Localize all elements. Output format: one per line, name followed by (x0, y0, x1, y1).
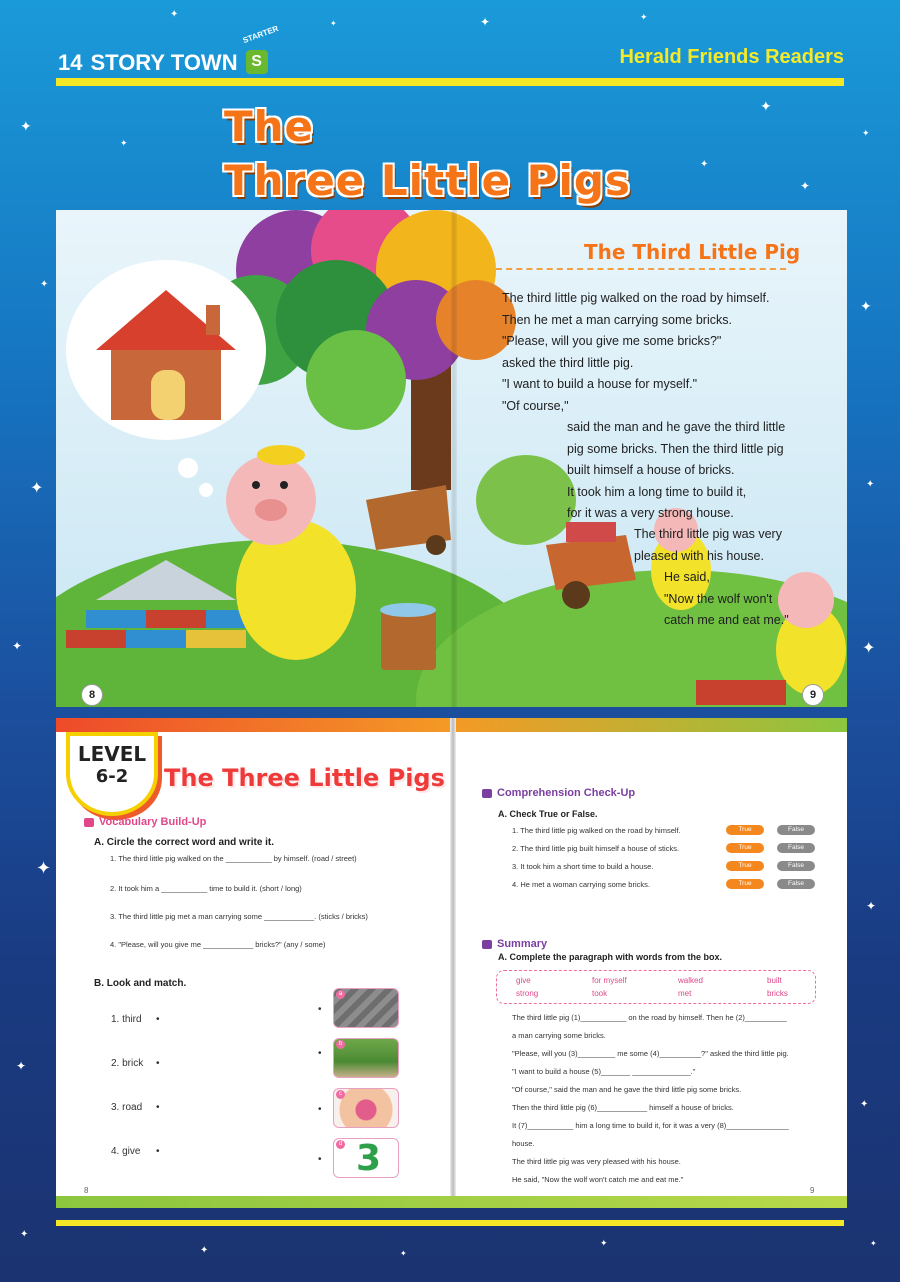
match-dot-left[interactable]: • (156, 1146, 160, 1157)
vocab-question-2: 2. It took him a ___________ time to build it. (short / long) (110, 884, 302, 893)
summary-line: The third little pig was very pleased with his house. (512, 1157, 681, 1166)
star-icon: ✦ (700, 159, 709, 170)
story-text-block-3 (634, 524, 782, 567)
true-button[interactable]: True (726, 861, 764, 871)
level-badge (66, 732, 158, 816)
true-button[interactable]: True (726, 879, 764, 889)
workbook-fold (450, 718, 456, 1208)
star-icon: ✦ (600, 1239, 608, 1249)
vocab-part-a: A. Circle the correct word and write it. (94, 837, 275, 848)
tf-question-1: 1. The third little pig walked on the road by himself. (512, 826, 681, 835)
workbook-top-band (454, 718, 847, 732)
header-page-number: 14 (58, 50, 83, 75)
false-button[interactable]: False (777, 825, 815, 835)
story-text-block-4 (664, 567, 789, 632)
star-icon: ✦ (36, 858, 52, 879)
star-icon: ✦ (480, 15, 491, 29)
bush-icon (476, 455, 576, 545)
true-button[interactable]: True (726, 825, 764, 835)
wheelbarrow-with-bricks-icon (546, 522, 636, 609)
word-box-word: strong (516, 989, 539, 998)
star-icon: ✦ (800, 179, 811, 193)
word-box-word: built (767, 976, 782, 985)
starter-logo (241, 23, 280, 76)
star-icon: ✦ (860, 299, 872, 315)
star-icon: ✦ (400, 1249, 407, 1258)
star-icon: ✦ (862, 129, 870, 139)
star-icon: ✦ (40, 279, 49, 290)
story-line: said the man and he gave the third little (567, 420, 786, 434)
brick-pile-icon (66, 560, 266, 648)
story-line: pleased with his house. (634, 548, 764, 563)
workbook-bottom-band (56, 1196, 847, 1208)
logo-letter: S (246, 50, 268, 74)
thought-bubble-house-icon (66, 260, 266, 497)
word-box-word: for myself (592, 976, 627, 985)
false-button[interactable]: False (777, 843, 815, 853)
bucket-icon (380, 603, 436, 670)
story-line: It took him a long time to build it, (567, 484, 747, 499)
book-icon (84, 818, 94, 827)
summary-part-a: A. Complete the paragraph with words from the box. (498, 952, 723, 962)
level-number: 6-2 (95, 766, 129, 787)
pig-character-icon (226, 445, 356, 660)
vocab-part-b: B. Look and match. (94, 978, 187, 989)
workbook-title: The Three Little Pigs (164, 764, 445, 792)
picture-label: b (336, 1040, 345, 1049)
story-line: He said, (664, 570, 710, 584)
tf-question-2: 2. The third little pig built himself a house of sticks. (512, 844, 680, 853)
match-item-3: 3. road (111, 1102, 143, 1113)
summary-line: The third little pig (1)___________ on the road by himself. Then he (2)__________ (512, 1013, 787, 1022)
false-button[interactable]: False (777, 861, 815, 871)
star-icon: ✦ (16, 1059, 27, 1073)
book-icon (482, 789, 492, 798)
star-icon: ✦ (870, 1239, 877, 1248)
match-dot-right[interactable]: • (318, 1004, 322, 1015)
star-icon: ✦ (866, 899, 877, 913)
story-line: The third little pig was very (634, 527, 782, 541)
page-fold (451, 210, 457, 707)
summary-line: a man carrying some bricks. (512, 1031, 606, 1040)
picture-label: d (336, 1140, 345, 1149)
match-dot-left[interactable]: • (156, 1058, 160, 1069)
star-icon: ✦ (20, 1229, 29, 1240)
footer-divider (56, 1220, 844, 1226)
logo-starter-text: STARTER (241, 23, 280, 46)
wheelbarrow-icon (366, 485, 451, 555)
star-icon: ✦ (330, 19, 337, 28)
story-line: The third little pig walked on the road by himself. (502, 291, 770, 305)
picture-label: a (336, 990, 345, 999)
comprehension-heading-text: Comprehension Check-Up (497, 787, 636, 799)
picture-number-three (333, 1138, 399, 1178)
picture-road (333, 1038, 399, 1078)
workbook-page-left: 8 (84, 1186, 89, 1195)
publisher-name: Herald Friends Readers (619, 46, 844, 68)
story-page-number-left: 8 (81, 684, 103, 706)
story-line: Then he met a man carrying some bricks. (502, 312, 732, 327)
story-spread (56, 210, 847, 707)
story-line: pig some bricks. Then the third little pig (567, 441, 784, 456)
star-icon: ✦ (866, 479, 875, 490)
story-line: catch me and eat me." (664, 613, 789, 627)
star-icon: ✦ (860, 1099, 869, 1110)
match-dot-right[interactable]: • (318, 1048, 322, 1059)
vocab-question-3: 3. The third little pig met a man carrying some ____________. (sticks / bricks) (110, 912, 368, 921)
summary-heading (482, 938, 547, 950)
picture-hands-giving (333, 1088, 399, 1128)
level-label: LEVEL (77, 742, 147, 766)
summary-heading-text: Summary (497, 938, 548, 950)
word-box-word: walked (678, 976, 703, 985)
vocab-question-4: 4. "Please, will you give me ____________ bricks?" (any / some) (110, 940, 326, 949)
tf-question-3: 3. It took him a short time to build a house. (512, 862, 654, 871)
summary-line: "Of course," said the man and he gave the third little pig some bricks. (512, 1085, 742, 1094)
story-text-block-1 (502, 288, 770, 417)
vocab-heading (84, 816, 206, 828)
summary-line: It (7)___________ him a long time to build it, for it was a very (8)_______________ (512, 1121, 789, 1130)
word-box-word: met (678, 989, 692, 998)
false-button[interactable]: False (777, 879, 815, 889)
comprehension-part-a: A. Check True or False. (498, 809, 598, 819)
star-icon: ✦ (20, 119, 32, 135)
story-line: "Of course," (502, 398, 569, 413)
picture-bricks-wall (333, 988, 399, 1028)
header-divider (56, 78, 844, 86)
match-dot-right[interactable]: • (318, 1104, 322, 1115)
star-icon: ✦ (120, 139, 128, 149)
summary-line: "I want to build a house (5)_______ ______________." (512, 1067, 696, 1076)
word-box-word: took (592, 989, 608, 998)
match-dot-left[interactable]: • (156, 1102, 160, 1113)
star-icon: ✦ (862, 638, 876, 657)
story-line: "I want to build a house for myself." (502, 377, 698, 391)
workbook-top-band (56, 718, 451, 732)
vocab-question-1: 1. The third little pig walked on the ___________ by himself. (road / street) (110, 854, 357, 863)
word-box-word: give (516, 976, 531, 985)
true-button[interactable]: True (726, 843, 764, 853)
story-page-number-right: 9 (802, 684, 824, 706)
number-three-icon: 3 (356, 1138, 382, 1178)
story-line: built himself a house of bricks. (567, 463, 735, 477)
summary-line: "Please, will you (3)_________ me some (4)__________?" asked the third little pig. (512, 1049, 789, 1058)
heading-underline (496, 268, 786, 270)
star-icon: ✦ (30, 478, 44, 497)
workbook-spread (56, 718, 847, 1208)
book-title-line2: Three Little Pigs (224, 156, 631, 205)
story-line: asked the third little pig. (502, 355, 634, 370)
header-left (58, 23, 280, 76)
story-line: for it was a very strong house. (567, 506, 734, 520)
star-icon: ✦ (760, 99, 772, 115)
story-heading: The Third Little Pig (584, 240, 801, 264)
workbook-page-right: 9 (810, 1186, 815, 1195)
book-icon (482, 940, 492, 949)
comprehension-heading (482, 787, 635, 799)
story-line: "Please, will you give me some bricks?" (502, 334, 722, 348)
tf-question-4: 4. He met a woman carrying some bricks. (512, 880, 650, 889)
word-box-word: bricks (767, 989, 788, 998)
star-icon: ✦ (640, 13, 648, 23)
star-icon: ✦ (200, 1245, 209, 1256)
match-dot-right[interactable]: • (318, 1154, 322, 1165)
star-icon: ✦ (170, 9, 179, 20)
picture-label: c (336, 1090, 345, 1099)
book-title-line1: The (224, 102, 315, 151)
match-item-1: 1. third (111, 1014, 142, 1025)
summary-line: Then the third little pig (6)____________ himself a house of bricks. (512, 1103, 734, 1112)
match-dot-left[interactable]: • (156, 1014, 160, 1025)
story-line: "Now the wolf won't (664, 591, 773, 606)
summary-line: He said, "Now the wolf won't catch me and eat me." (512, 1175, 684, 1184)
match-item-2: 2. brick (111, 1058, 144, 1069)
vocab-heading-text: Vocabulary Build-Up (99, 816, 207, 828)
match-item-4: 4. give (111, 1146, 141, 1157)
series-title: STORY TOWN (90, 50, 238, 75)
summary-line: house. (512, 1139, 535, 1148)
book-title (224, 100, 631, 208)
star-icon: ✦ (12, 639, 23, 653)
story-text-block-2 (567, 417, 785, 525)
